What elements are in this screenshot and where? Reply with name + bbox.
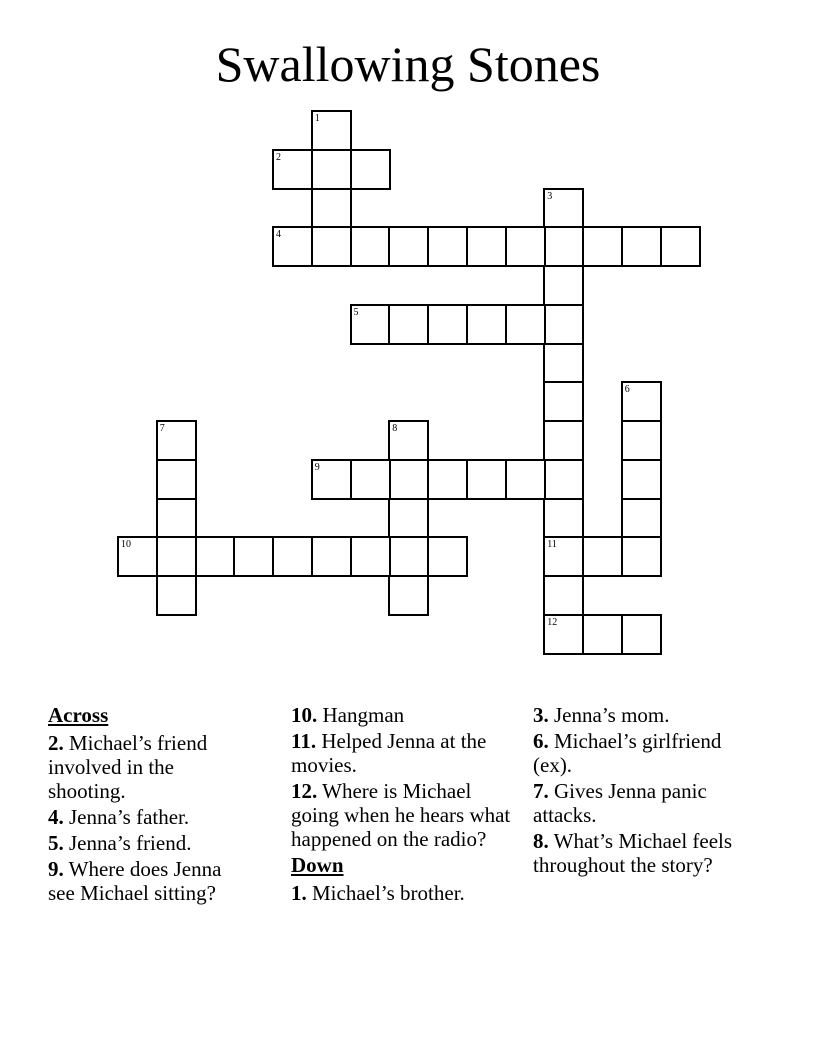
crossword-cell[interactable] — [311, 459, 352, 500]
clue-text: Hangman — [317, 703, 405, 727]
crossword-cell[interactable] — [427, 459, 468, 500]
clue-number: 2. — [48, 731, 64, 755]
crossword-cell[interactable] — [466, 459, 507, 500]
crossword-cell[interactable] — [195, 536, 236, 577]
clue-down-7 — [533, 779, 743, 827]
clue-number: 5. — [48, 831, 64, 855]
crossword-cell[interactable] — [388, 459, 429, 500]
cell-number: 10 — [121, 539, 131, 551]
crossword-cell[interactable] — [543, 498, 584, 539]
crossword-cell[interactable] — [505, 226, 546, 267]
cell-number: 7 — [159, 423, 165, 434]
cell-number: 6 — [624, 384, 630, 396]
crossword-cell[interactable] — [233, 536, 274, 577]
cell-number: 9 — [314, 461, 320, 473]
clue-across-11 — [291, 729, 516, 777]
crossword-cell[interactable] — [621, 226, 662, 267]
crossword-cell[interactable] — [388, 304, 429, 345]
crossword-cell[interactable] — [311, 110, 352, 151]
clue-number: 6. — [533, 729, 549, 753]
clue-down-1 — [291, 881, 516, 905]
clue-text: Jenna’s friend. — [63, 831, 192, 855]
crossword-cell[interactable] — [543, 188, 584, 229]
crossword-cell[interactable] — [272, 536, 313, 577]
crossword-cell[interactable] — [543, 459, 584, 500]
clue-across-12 — [291, 779, 516, 851]
crossword-cell[interactable] — [117, 536, 158, 577]
puzzle-title: Swallowing Stones — [215, 36, 601, 92]
crossword-cell[interactable] — [621, 459, 662, 500]
crossword-cell[interactable] — [272, 149, 313, 190]
clue-text: Where does Jenna see Michael sitting? — [48, 857, 222, 905]
crossword-cell[interactable] — [311, 188, 352, 229]
clue-across-9 — [48, 857, 248, 905]
clue-text: Helped Jenna at the movies. — [291, 729, 487, 777]
clue-across-4 — [48, 805, 248, 829]
down-heading: Down — [291, 853, 344, 877]
crossword-cell[interactable] — [543, 420, 584, 461]
crossword-cell[interactable] — [311, 226, 352, 267]
crossword-cell[interactable] — [156, 420, 197, 461]
crossword-cell[interactable] — [543, 304, 584, 345]
crossword-cell[interactable] — [582, 614, 623, 655]
crossword-cell[interactable] — [427, 304, 468, 345]
crossword-cell[interactable] — [311, 149, 352, 190]
clue-number: 8. — [533, 829, 549, 853]
crossword-cell[interactable] — [156, 575, 197, 616]
crossword-cell[interactable] — [621, 536, 662, 577]
crossword-cell[interactable] — [311, 536, 352, 577]
clue-number: 9. — [48, 857, 64, 881]
crossword-cell[interactable] — [660, 226, 701, 267]
crossword-cell[interactable] — [350, 536, 391, 577]
cell-number: 3 — [547, 190, 553, 202]
cell-number: 2 — [276, 151, 281, 163]
crossword-cell[interactable] — [582, 226, 623, 267]
crossword-cell[interactable] — [466, 304, 507, 345]
crossword-cell[interactable] — [543, 265, 584, 306]
crossword-cell[interactable] — [388, 575, 429, 616]
cell-number: 1 — [314, 113, 320, 124]
clue-text: Where is Michael going when he hears what happened on the radio? — [291, 779, 511, 851]
clue-across-5 — [48, 831, 248, 855]
clue-text: Michael’s brother. — [306, 881, 465, 905]
crossword-cell[interactable] — [272, 226, 313, 267]
clues-column-1 — [48, 703, 248, 907]
crossword-cell[interactable] — [543, 614, 584, 655]
clue-down-8 — [533, 829, 743, 877]
crossword-cell[interactable] — [582, 536, 623, 577]
clue-text: Michael’s girlfriend (ex). — [533, 729, 722, 777]
crossword-cell[interactable] — [543, 381, 584, 422]
clue-text: Jenna’s father. — [63, 805, 190, 829]
crossword-cell[interactable] — [505, 459, 546, 500]
crossword-cell[interactable] — [388, 420, 429, 461]
clue-number: 3. — [533, 703, 549, 727]
crossword-cell[interactable] — [156, 459, 197, 500]
crossword-cell[interactable] — [388, 226, 429, 267]
crossword-cell[interactable] — [543, 343, 584, 384]
crossword-cell[interactable] — [350, 459, 391, 500]
cell-number: 12 — [547, 616, 558, 628]
crossword-cell[interactable] — [388, 536, 429, 577]
clue-down-3 — [533, 703, 743, 727]
clue-down-6 — [533, 729, 743, 777]
crossword-cell[interactable] — [505, 304, 546, 345]
clue-number: 1. — [291, 881, 307, 905]
crossword-cell[interactable] — [621, 614, 662, 655]
crossword-cell[interactable] — [543, 226, 584, 267]
cell-number: 8 — [392, 423, 398, 434]
clue-across-10 — [291, 703, 516, 727]
crossword-cell[interactable] — [427, 536, 468, 577]
crossword-cell[interactable] — [466, 226, 507, 267]
cell-number: 4 — [276, 229, 281, 241]
crossword-cell[interactable] — [350, 149, 391, 190]
crossword-cell[interactable] — [156, 536, 197, 577]
clue-number: 11. — [291, 729, 317, 753]
clue-number: 4. — [48, 805, 64, 829]
clues-column-3 — [533, 703, 743, 879]
crossword-cell[interactable] — [388, 498, 429, 539]
crossword-cell[interactable] — [543, 575, 584, 616]
crossword-cell[interactable] — [427, 226, 468, 267]
clues-column-2 — [291, 703, 516, 907]
crossword-cell[interactable] — [621, 420, 662, 461]
crossword-cell[interactable] — [350, 226, 391, 267]
crossword-cell[interactable] — [156, 498, 197, 539]
clue-number: 12. — [291, 779, 318, 803]
clue-text: Jenna’s mom. — [548, 703, 670, 727]
across-heading: Across — [48, 703, 109, 727]
clue-text: What’s Michael feels throughout the story? — [533, 829, 733, 877]
crossword-cell[interactable] — [621, 381, 662, 422]
clue-text: Michael’s friend involved in the shooting. — [48, 731, 208, 803]
crossword-cell[interactable] — [621, 498, 662, 539]
crossword-cell[interactable] — [543, 536, 584, 577]
clue-number: 10. — [291, 703, 318, 727]
cell-number: 5 — [353, 306, 359, 318]
cell-number: 11 — [547, 539, 557, 551]
clue-number: 7. — [533, 779, 549, 803]
crossword-cell[interactable] — [350, 304, 391, 345]
clue-text: Gives Jenna panic attacks. — [533, 779, 707, 827]
clue-across-2 — [48, 731, 248, 803]
